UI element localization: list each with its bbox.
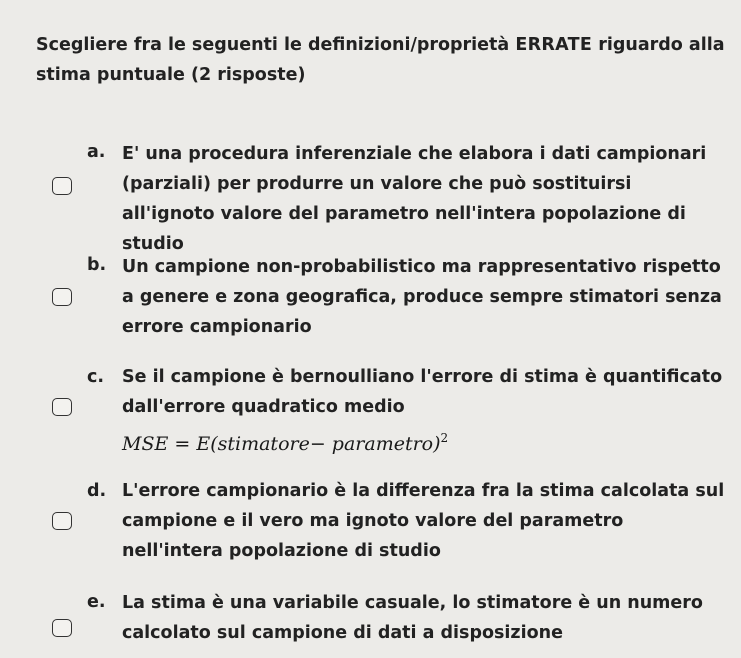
option-a-letter: a.: [87, 142, 106, 162]
option-b-text: Un campione non-probabilistico ma rappresentativo rispetto a genere e zona geografica, produce sempre stimatori senza errore campionario: [122, 257, 722, 337]
option-b-letter: b.: [87, 255, 107, 275]
option-d-letter: d.: [87, 481, 107, 501]
question-emphasis: ERRATE: [515, 35, 593, 55]
option-c-letter: c.: [87, 367, 105, 387]
option-d-checkbox[interactable]: [52, 512, 72, 530]
option-e-letter: e.: [87, 592, 106, 612]
option-d-text: L'errore campionario è la differenza fra la stima calcolata sul campione e il vero ma ignoto valore del parametro nell'intera popolazione di studio: [122, 481, 725, 561]
option-a-text: E' una procedura inferenziale che elabora i dati campionari (parziali) per produrre un valore che può sostituirsi all'ignoto valore del parametro nell'intera popolazione di studio: [122, 144, 707, 254]
option-c-checkbox[interactable]: [52, 398, 72, 416]
question-text: [36, 30, 726, 90]
option-b-checkbox[interactable]: [52, 288, 72, 306]
question-suffix: riguardo alla stima puntuale (2 risposte): [36, 35, 725, 85]
option-e-checkbox[interactable]: [52, 619, 72, 637]
option-c-text-block: [122, 362, 727, 460]
question-prefix: Scegliere fra le seguenti le definizioni/proprietà: [36, 35, 516, 55]
option-c-formula-body: MSE = E(stimatore− parametro): [122, 433, 441, 455]
option-c-formula: [122, 422, 727, 460]
option-e-text: La stima è una variabile casuale, lo stimatore è un numero calcolato sul campione di dati a disposizione: [122, 593, 703, 643]
option-c-formula-exponent: 2: [440, 431, 449, 445]
option-a-checkbox[interactable]: [52, 177, 72, 195]
option-c-text: Se il campione è bernoulliano l'errore di stima è quantificato dall'errore quadratico medio: [122, 367, 723, 417]
